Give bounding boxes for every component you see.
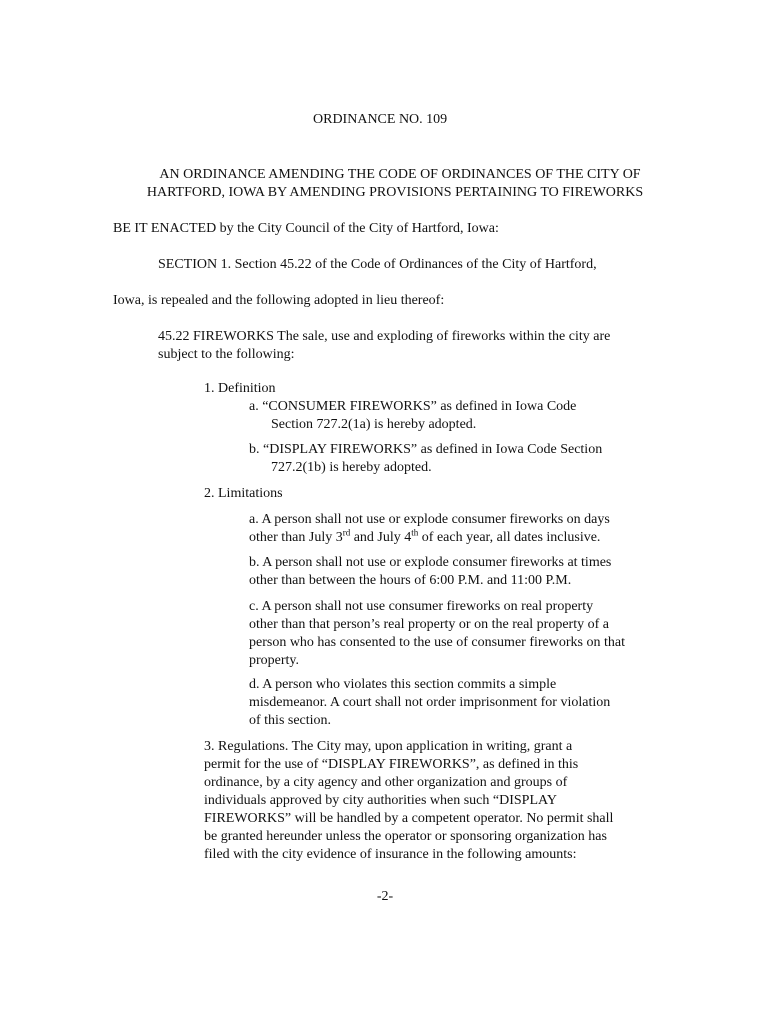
page-number: -2- (376, 889, 394, 904)
ordinance-number: ORDINANCE NO. 109 (313, 112, 448, 127)
limitation-d-line-1: d. A person who violates this section commits a simple (249, 677, 557, 692)
definition-b-line-1: b. “DISPLAY FIREWORKS” as defined in Iowa Code Section (249, 442, 603, 457)
limitation-a-text-1: other than July 3 (249, 530, 343, 545)
regulations-line-6: be granted hereunder unless the operator or sponsoring organization has (204, 829, 607, 844)
superscript-rd: rd (342, 527, 351, 538)
regulations-line-2: permit for the use of “DISPLAY FIREWORKS”, as defined in this (204, 757, 579, 772)
section-1-line-1: SECTION 1. Section 45.22 of the Code of Ordinances of the City of Hartford, (158, 257, 597, 272)
definition-a-line-1: a. “CONSUMER FIREWORKS” as defined in Iowa Code (249, 399, 577, 414)
regulations-line-4: individuals approved by city authorities when such “DISPLAY (204, 793, 557, 808)
limitation-a-text-3: of each year, all dates inclusive. (418, 530, 601, 545)
regulations-line-5: FIREWORKS” will be handled by a competent operator. No permit shall (204, 811, 614, 826)
enacting-clause: BE IT ENACTED by the City Council of the City of Hartford, Iowa: (113, 221, 499, 236)
limitation-d-line-3: of this section. (249, 713, 332, 728)
regulations-line-1: 3. Regulations. The City may, upon application in writing, grant a (204, 739, 573, 754)
ordinance-title-line-2: HARTFORD, IOWA BY AMENDING PROVISIONS PERTAINING TO FIREWORKS (146, 185, 644, 200)
regulations-line-7: filed with the city evidence of insurance in the following amounts: (204, 847, 577, 862)
limitation-b-line-1: b. A person shall not use or explode consumer fireworks at times (249, 555, 612, 570)
limitation-a-text-2: and July 4 (350, 530, 412, 545)
limitation-a-line-1: a. A person shall not use or explode consumer fireworks on days (249, 512, 610, 527)
limitation-c-line-3: person who has consented to the use of consumer fireworks on that (249, 635, 625, 650)
limitation-a-line-2 (249, 529, 600, 547)
item-1-definition-heading: 1. Definition (204, 381, 276, 396)
definition-b-line-2: 727.2(1b) is hereby adopted. (271, 460, 432, 475)
limitation-d-line-2: misdemeanor. A court shall not order imprisonment for violation (249, 695, 611, 710)
definition-a-line-2: Section 727.2(1a) is hereby adopted. (271, 417, 477, 432)
limitation-b-line-2: other than between the hours of 6:00 P.M. and 11:00 P.M. (249, 573, 572, 588)
section-1-line-2: Iowa, is repealed and the following adopted in lieu thereof: (113, 293, 445, 308)
regulations-line-3: ordinance, by a city agency and other organization and groups of (204, 775, 568, 790)
item-2-limitations-heading: 2. Limitations (204, 486, 283, 501)
limitation-c-line-2: other than that person’s real property or on the real property of a (249, 617, 609, 632)
limitation-c-line-4: property. (249, 653, 300, 668)
ordinance-title-line-1: AN ORDINANCE AMENDING THE CODE OF ORDINANCES OF THE CITY OF (159, 167, 641, 182)
limitation-c-line-1: c. A person shall not use consumer fireworks on real property (249, 599, 594, 614)
fireworks-intro-line-2: subject to the following: (158, 347, 295, 362)
fireworks-intro-line-1: 45.22 FIREWORKS The sale, use and exploding of fireworks within the city are (158, 329, 611, 344)
superscript-th: th (411, 527, 419, 538)
